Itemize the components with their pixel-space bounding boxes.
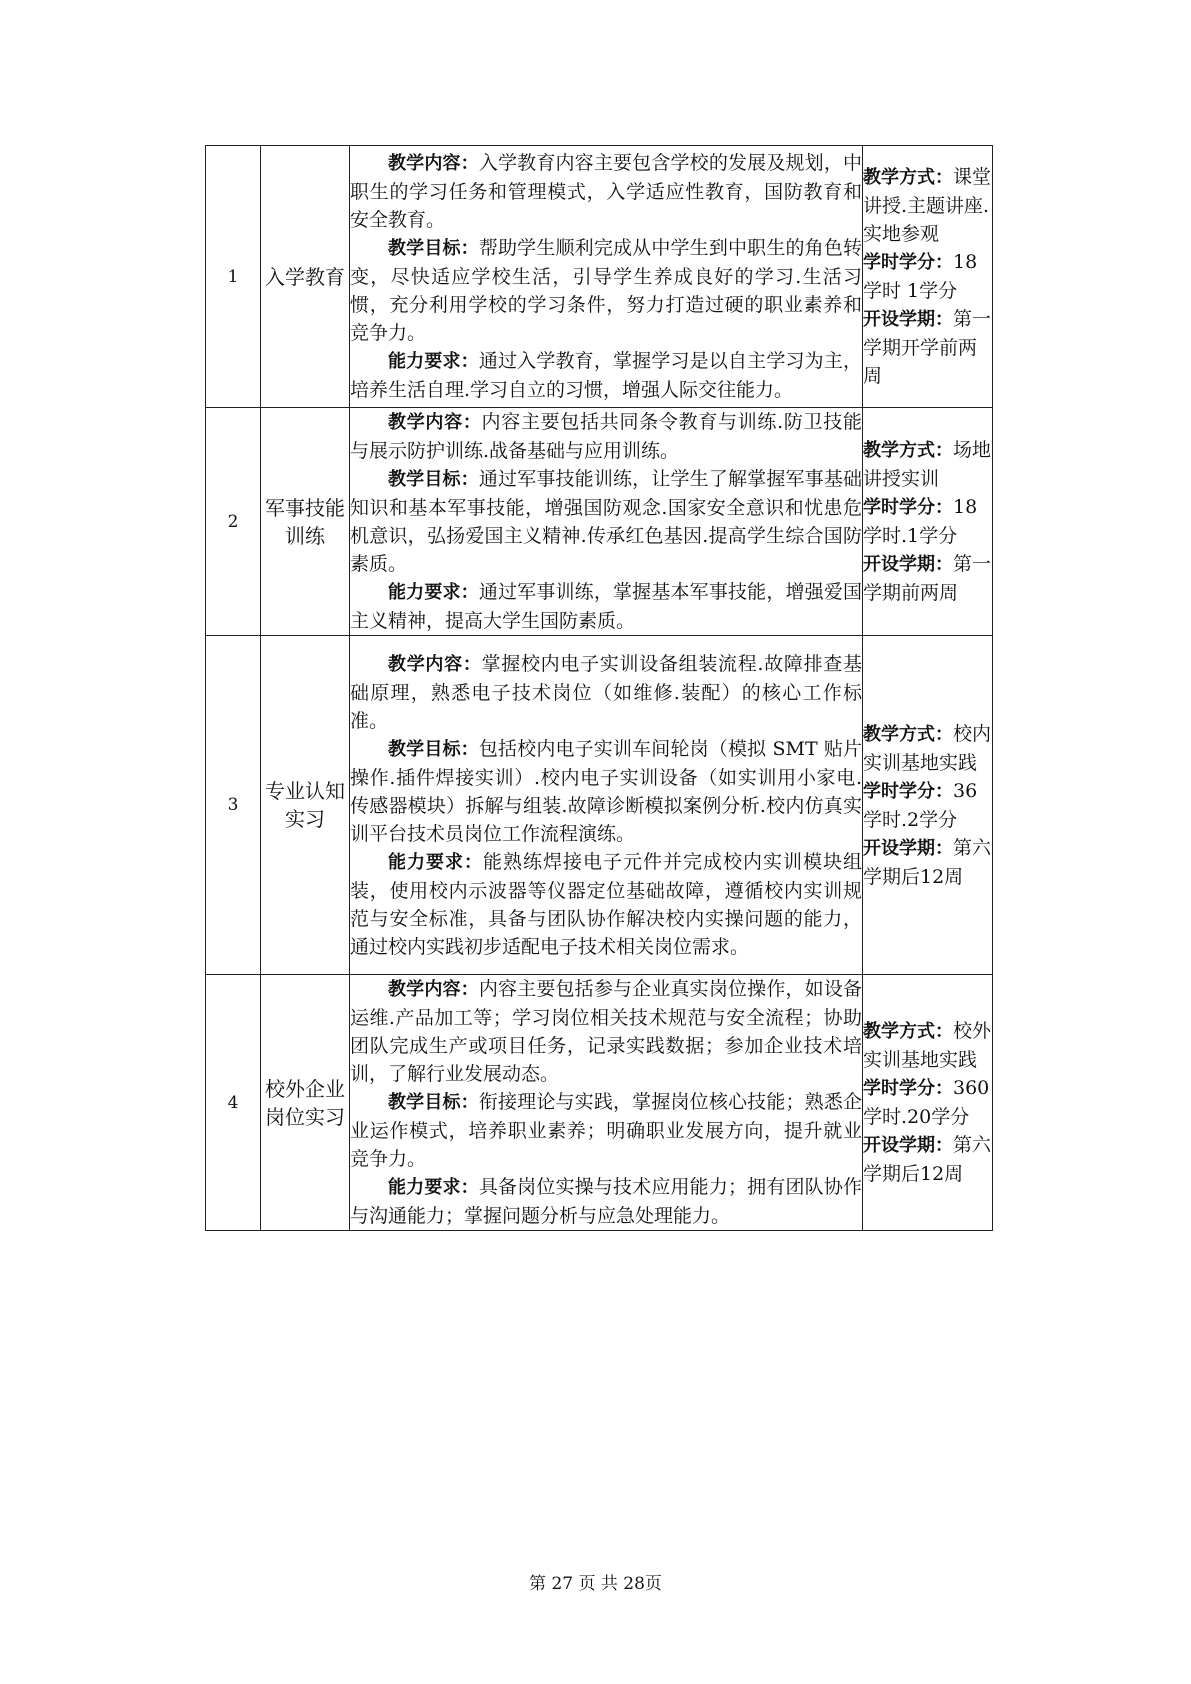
table-row xyxy=(206,146,993,408)
content-label: 能力要求： xyxy=(388,1177,479,1198)
method-text: 第一学期前两周 xyxy=(863,553,992,604)
method-text: 第六学期后12周 xyxy=(863,1134,992,1185)
content-text: 具备岗位实操与技术应用能力；拥有团队协作与沟通能力；掌握问题分析与应急处理能力。 xyxy=(350,1176,862,1227)
method-text: 18学时 1学分 xyxy=(863,251,978,302)
content-paragraph xyxy=(350,408,862,465)
method-item xyxy=(863,550,992,607)
table-row xyxy=(206,636,993,975)
method-item xyxy=(863,163,992,248)
content-text: 入学教育内容主要包含学校的发展及规划，中职生的学习任务和管理模式，入学适应性教育，国防教育和安全教育。 xyxy=(350,152,862,231)
content-paragraph xyxy=(350,735,862,848)
content-paragraph xyxy=(350,650,862,735)
course-content-cell xyxy=(350,975,863,1231)
course-content-cell xyxy=(350,636,863,975)
row-number: 2 xyxy=(206,408,261,636)
course-content-cell xyxy=(350,408,863,636)
method-text: 360学时.20学分 xyxy=(863,1077,990,1128)
page-footer: 第 27 页 共 28页 xyxy=(529,1574,662,1594)
content-text: 掌握校内电子实训设备组装流程.故障排查基础原理，熟悉电子技术岗位（如维修.装配）的核心工作标准。 xyxy=(350,652,863,732)
content-label: 教学内容： xyxy=(388,153,479,174)
content-paragraph xyxy=(350,234,862,347)
content-label: 教学内容： xyxy=(388,653,482,675)
method-item xyxy=(863,720,992,777)
row-number: 4 xyxy=(206,975,261,1231)
teaching-method-cell xyxy=(863,408,993,636)
course-content-cell xyxy=(350,146,863,408)
content-text: 帮助学生顺利完成从中学生到中职生的角色转变，尽快适应学校生活，引导学生养成良好的学习.生活习惯，充分利用学校的学习条件，努力打造过硬的职业素养和竞争力。 xyxy=(350,237,862,344)
method-text: 课堂讲授.主题讲座.实地参观 xyxy=(863,166,992,245)
method-item xyxy=(863,834,992,891)
method-text: 校外实训基地实践 xyxy=(863,1020,992,1071)
content-label: 教学目标： xyxy=(388,469,479,490)
method-label: 开设学期： xyxy=(863,1135,953,1156)
method-text: 36学时.2学分 xyxy=(863,779,978,831)
method-item xyxy=(863,436,992,493)
method-item xyxy=(863,777,992,834)
method-item xyxy=(863,1074,992,1131)
table-row xyxy=(206,975,993,1231)
content-paragraph xyxy=(350,578,862,635)
method-label: 开设学期： xyxy=(863,309,953,330)
content-label: 教学目标： xyxy=(388,238,479,259)
teaching-method-cell xyxy=(863,146,993,408)
method-label: 开设学期： xyxy=(863,554,953,575)
teaching-method-cell xyxy=(863,975,993,1231)
method-label: 教学方式： xyxy=(863,1021,953,1042)
content-paragraph xyxy=(350,848,862,961)
content-text: 通过军事技能训练，让学生了解掌握军事基础知识和基本军事技能，增强国防观念.国家安全意识和忧患危机意识，弘扬爱国主义精神.传承红色基因.提高学生综合国防素质。 xyxy=(350,468,862,575)
content-label: 能力要求： xyxy=(388,851,483,873)
course-name: 入学教育 xyxy=(261,146,350,408)
method-item xyxy=(863,1131,992,1188)
content-label: 能力要求： xyxy=(388,351,479,372)
table-body xyxy=(206,146,993,1231)
content-label: 能力要求： xyxy=(388,582,479,603)
content-label: 教学目标： xyxy=(388,1092,479,1113)
method-item xyxy=(863,305,992,390)
method-label: 教学方式： xyxy=(863,167,953,188)
content-paragraph xyxy=(350,465,862,578)
content-text: 内容主要包括参与企业真实岗位操作，如设备运维.产品加工等；学习岗位相关技术规范与安全流程；协助团队完成生产或项目任务，记录实践数据；参加企业技术培训，了解行业发展动态。 xyxy=(350,978,862,1085)
method-label: 教学方式： xyxy=(863,723,953,745)
table-row xyxy=(206,408,993,636)
method-label: 教学方式： xyxy=(863,440,953,461)
row-number: 1 xyxy=(206,146,261,408)
content-label: 教学目标： xyxy=(388,738,479,760)
method-label: 开设学期： xyxy=(863,837,953,859)
method-text: 18学时.1学分 xyxy=(863,496,978,547)
content-paragraph xyxy=(350,975,862,1088)
content-paragraph xyxy=(350,1173,862,1230)
content-paragraph xyxy=(350,1088,862,1173)
method-text: 第一学期开学前两周 xyxy=(863,308,992,387)
content-text: 能熟练焊接电子元件并完成校内实训模块组装，使用校内示波器等仪器定位基础故障，遵循校内实训规范与安全标准，具备与团队协作解决校内实操问题的能力，通过校内实践初步适配电子技术相关岗位需求。 xyxy=(350,850,862,958)
content-text: 通过入学教育，掌握学习是以自主学习为主，培养生活自理.学习自立的习惯，增强人际交往能力。 xyxy=(350,350,862,401)
course-name: 军事技能训练 xyxy=(261,408,350,636)
content-paragraph xyxy=(350,149,862,234)
curriculum-table xyxy=(205,145,993,1231)
content-label: 教学内容： xyxy=(388,979,479,1000)
method-text: 场地讲授实训 xyxy=(863,439,992,490)
course-name: 校外企业岗位实习 xyxy=(261,975,350,1231)
method-label: 学时学分： xyxy=(863,780,953,802)
course-name: 专业认知实习 xyxy=(261,636,350,975)
method-text: 校内实训基地实践 xyxy=(863,722,992,774)
content-paragraph xyxy=(350,347,862,404)
method-item xyxy=(863,248,992,305)
content-text: 内容主要包括共同条令教育与训练.防卫技能与展示防护训练.战备基础与应用训练。 xyxy=(350,411,863,462)
content-text: 衔接理论与实践，掌握岗位核心技能；熟悉企业运作模式，培养职业素养；明确职业发展方向，提升就业竞争力。 xyxy=(350,1091,862,1170)
row-number: 3 xyxy=(206,636,261,975)
content-label: 教学内容： xyxy=(388,412,482,433)
method-text: 第六学期后12周 xyxy=(863,836,992,888)
method-label: 学时学分： xyxy=(863,1078,953,1099)
method-item xyxy=(863,493,992,550)
content-text: 包括校内电子实训车间轮岗（模拟 SMT 贴片操作.插件焊接实训）.校内电子实训设备（如实训用小家电.传感器模块）拆解与组装.故障诊断模拟案例分析.校内仿真实训平台技术员岗位工作流程演练。 xyxy=(350,737,862,845)
method-item xyxy=(863,1017,992,1074)
method-label: 学时学分： xyxy=(863,497,953,518)
method-label: 学时学分： xyxy=(863,252,953,273)
content-text: 通过军事训练，掌握基本军事技能，增强爱国主义精神，提高大学生国防素质。 xyxy=(350,581,862,632)
teaching-method-cell xyxy=(863,636,993,975)
